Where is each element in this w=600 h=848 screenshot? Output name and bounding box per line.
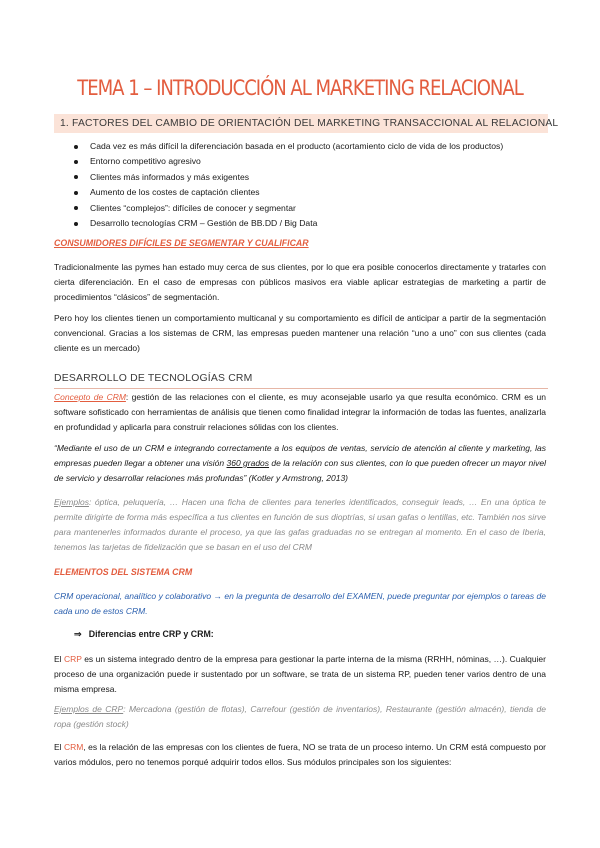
crp-part: es un sistema integrado dentro de la empresa para gestionar la parte interna de la misma (RRHH, nóminas, …). Cualquier proceso de una organización puede ir sustentado por un software, se trata de un sistema RP, pueden tener varios dentro de una misma empresa. bbox=[54, 654, 546, 694]
list-item: Clientes más informados y más exigentes bbox=[74, 170, 503, 185]
heading-divider bbox=[54, 388, 548, 389]
intro-part: CRM operacional, analítico y colaborativo → en la pregunta de desarrollo del bbox=[54, 591, 347, 601]
ejemplos-label: Ejemplos bbox=[54, 497, 89, 507]
ejemplos-text: : óptica, peluquería, … Hacen una ficha de clientes para tenerles identificados, conseguir leads, … En una óptica te permite dirigirte de forma más específica a tus clientes en función de sus dioptrías, si usan gafas o lentillas, etc. También nos sirve para mantenerles informados durante el proceso, ya que las gafas graduadas no se entregan al momento. En el caso de Iberia, tenemos las tarjetas de fidelización que se basan en el uso del CRM bbox=[54, 497, 546, 552]
section-heading-band bbox=[54, 114, 559, 133]
factors-list bbox=[74, 139, 503, 231]
desarrollo-heading: DESARROLLO DE TECNOLOGÍAS CRM bbox=[54, 373, 253, 384]
crp-keyword: CRP bbox=[63, 654, 82, 664]
consumidores-heading: CONSUMIDORES DIFÍCILES DE SEGMENTAR Y CUALIFICAR bbox=[54, 238, 309, 248]
list-item: Desarrollo tecnologías CRM – Gestión de BB.DD / Big Data bbox=[74, 216, 503, 231]
consumidores-paragraph-2: Pero hoy los clientes tienen un comportamiento multicanal y su comportamiento es difícil de anticipar a partir de la segmentación convencional. Gracias a los sistemas de CRM, las empresas pueden mantener una relación “uno a uno” con sus clientes (cada cliente es un mercado) bbox=[54, 313, 546, 353]
ejemplos-paragraph bbox=[54, 495, 546, 555]
concepto-label: Concepto de CRM bbox=[54, 392, 126, 402]
quote-part: de la relación con sus clientes, con lo que pueden ofrecer un mayor nivel de servicio y desarrollar relaciones más profundas” (Kotler y Armstrong, 2013) bbox=[54, 458, 546, 483]
concepto-text: : gestión de las relaciones con el cliente, es muy aconsejable usarlo ya que resulta económico. CRM es un software sofisticado con herramientas de análisis que tienen como finalidad integrar la información de todas las fuentes, analizarla en profundidad y aplicarla para construir relaciones sólidas con los clientes. bbox=[54, 392, 546, 432]
crp-paragraph bbox=[54, 652, 546, 697]
quote-part: “Mediante el uso de un CRM e integrando correctamente a los equipos de ventas, servicio de atención al cliente y marketing, las empresas pueden llegar a obtener una visión bbox=[54, 443, 546, 468]
crp-part: El bbox=[54, 654, 64, 664]
crm-paragraph bbox=[54, 740, 546, 770]
crm-part: El bbox=[54, 742, 65, 752]
section-heading: 1. FACTORES DEL CAMBIO DE ORIENTACIÓN DEL MARKETING TRANSACCIONAL AL RELACIONAL bbox=[60, 118, 559, 129]
list-item: Entorno competitivo agresivo bbox=[74, 154, 503, 169]
crm-keyword: CRM bbox=[64, 742, 84, 752]
list-item: Aumento de los costes de captación clientes bbox=[74, 185, 503, 200]
quote-underline: 360 grados bbox=[226, 458, 270, 468]
list-item: Cada vez es más difícil la diferenciación basada en el producto (acortamiento ciclo de vida de los productos) bbox=[74, 139, 503, 154]
intro-part: , puede preguntar por ejemplos o tareas de cada uno de estos CRM. bbox=[54, 591, 546, 616]
concepto-paragraph bbox=[54, 390, 546, 435]
ejemplos-crp-paragraph bbox=[54, 702, 546, 732]
arrow-icon: ⇒ bbox=[74, 629, 82, 639]
elementos-heading: ELEMENTOS DEL SISTEMA CRM bbox=[54, 567, 193, 577]
consumidores-paragraph-1: Tradicionalmente las pymes han estado muy cerca de sus clientes, por lo que era posible conocerlos directamente y tratarles con cierta diferenciación. En el caso de empresas con públicos masivos era viable aplicar estrategias de marketing a partir de procedimientos “clásicos” de segmentación. bbox=[54, 262, 546, 302]
examen-keyword: EXAMEN bbox=[346, 591, 383, 601]
diferencias-label: Diferencias entre CRP y CRM: bbox=[88, 629, 214, 639]
crm-part: , es la relación de las empresas con los clientes de fuera, NO se trata de un proceso interno. Un CRM está compuesto por varios módulos, pero no tenemos porqué adquirir todos ellos. Sus módulos principales son los siguientes: bbox=[54, 742, 546, 767]
diferencias-line bbox=[74, 629, 214, 640]
kotler-quote bbox=[54, 441, 546, 486]
page-title: TEMA 1 – INTRODUCCIÓN AL MARKETING RELACIONAL bbox=[77, 76, 523, 100]
list-item: Clientes “complejos”: difíciles de conocer y segmentar bbox=[74, 201, 503, 216]
ejemplos-crp-text: : Mercadona (gestión de flotas), Carrefour (gestión de inventarios), Restaurante (gestión almacén), tienda de ropa (gestión stock) bbox=[54, 704, 546, 729]
elementos-intro bbox=[54, 589, 546, 619]
ejemplos-crp-label: Ejemplos de CRP bbox=[54, 704, 124, 714]
